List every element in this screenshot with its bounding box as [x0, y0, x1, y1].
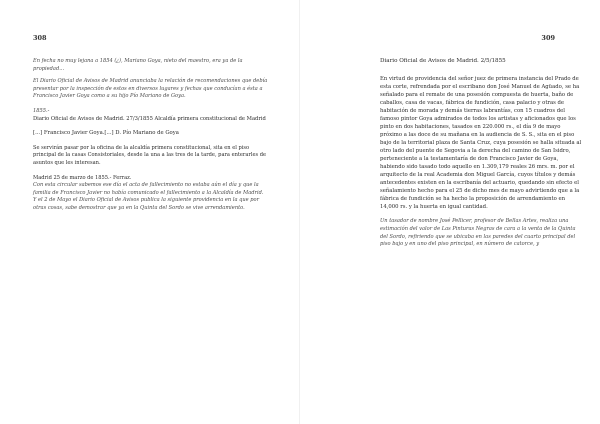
note-paragraph: Un tasador de nombre José Pellicer, profesor de Bellas Artes, realiza una estimación del valor de Las Pinturas Negras de cara a la venta de la Quinta del Sordo, refiriendo que se ubicaba en las paredes del cuarto principal del piso bajo y en uno del piso principal, en número de catorce, y	[380, 218, 576, 248]
notice-title: Diario Oficial de Avisos de Madrid. 2/5/1855	[380, 58, 506, 64]
left-column	[33, 58, 270, 213]
note-paragraph: El Diario Oficial de Avisos de Madrid anunciaba la relación de recomendaciones que debía presentar por la inspección de estos en diversos lugares y fechas que conducían a ésta a Francisco Javier Goya como a su hijo Pío Mariano de Goya.	[33, 78, 268, 100]
page-number-left: 308	[33, 34, 47, 42]
notice-body: En virtud de providencia del señor juez de primera instancia del Prado de esta corte, refrendada por el escribano don José Manuel de Agüado, se ha señalado para el remate de una posesión compuesta de huerta, baño de caballos, casa de vacas, fábrica de fundición, casa palacio y otras de habitación de morada y demás tierras labrantías, con 15 cuadros del famoso pintor Goya admirados de todos los artistas y aficionados que los pinto en dos habitaciones, tasados en 220.000 rs., el día 9 de mayo próximo a las doce de su mañana en la audiencia de S. S., sita en el piso bajo de la territorial plaza de Santa Cruz, cuya posesión se halla situada al otro lado del puente de Segovia a la derecha del camino de San Isidro, perteneciente a la testamentaría de don Francisco Javier de Goya, habiendo sido tasado todo aquello en 1.309,179 reales 26 mrs. m. por el arquitecto de la real Academia don Miguel García, cuyos títulos y demás antecedentes existen en la escribanía del actuario, quedando sin efecto el señalamiento hecho para el 25 de dicho mes de mayo advirtiendo que a la fábrica de fundición se ha hecho la proposición de arrendamiento en 14,000 rs. y la huerta en igual cantidad.	[380, 75, 582, 211]
note-paragraph: En fecha no muy lejana a 1854 (¿), Mariano Goya, nieto del maestro, era ya de la propiedad...	[33, 58, 243, 72]
year-label: 1855.-	[33, 107, 50, 114]
page-number-right: 309	[541, 34, 555, 42]
notice-dateline: Madrid 25 de marzo de 1855.- Ferraz.	[33, 174, 132, 181]
right-column	[380, 58, 583, 249]
notice-heading: Diario Oficial de Avisos de Madrid. 27/3/1855 Alcaldía primera constitucional de Madrid	[33, 115, 266, 122]
notice-signers: [...] Francisco Javier Goya.[...] D. Pío Mariano de Goya	[33, 130, 179, 137]
note-paragraph: Con esta circular sabemos ese día el acta de fallecimiento no estaba aún el día y que la familia de Francisco Javier no había comunicado el fallecimiento a la Alcaldía de Madrid.	[33, 182, 264, 196]
notice-body: Se servirán pasar por la oficina de la alcaldía primera constitucional, sita en el piso principal de la casas Consistoriales, desde la una a las tres de la tarde, para enterarles de asuntos que les interesan.	[33, 144, 266, 166]
note-paragraph: Y el 2 de Mayo el Diario Oficial de Avisos publica la siguiente providencia en la que por otras cosas, sabe demostrar que ya en la Quinta del Sordo se vive arrendamiento.	[33, 197, 260, 211]
right-page	[300, 0, 600, 424]
